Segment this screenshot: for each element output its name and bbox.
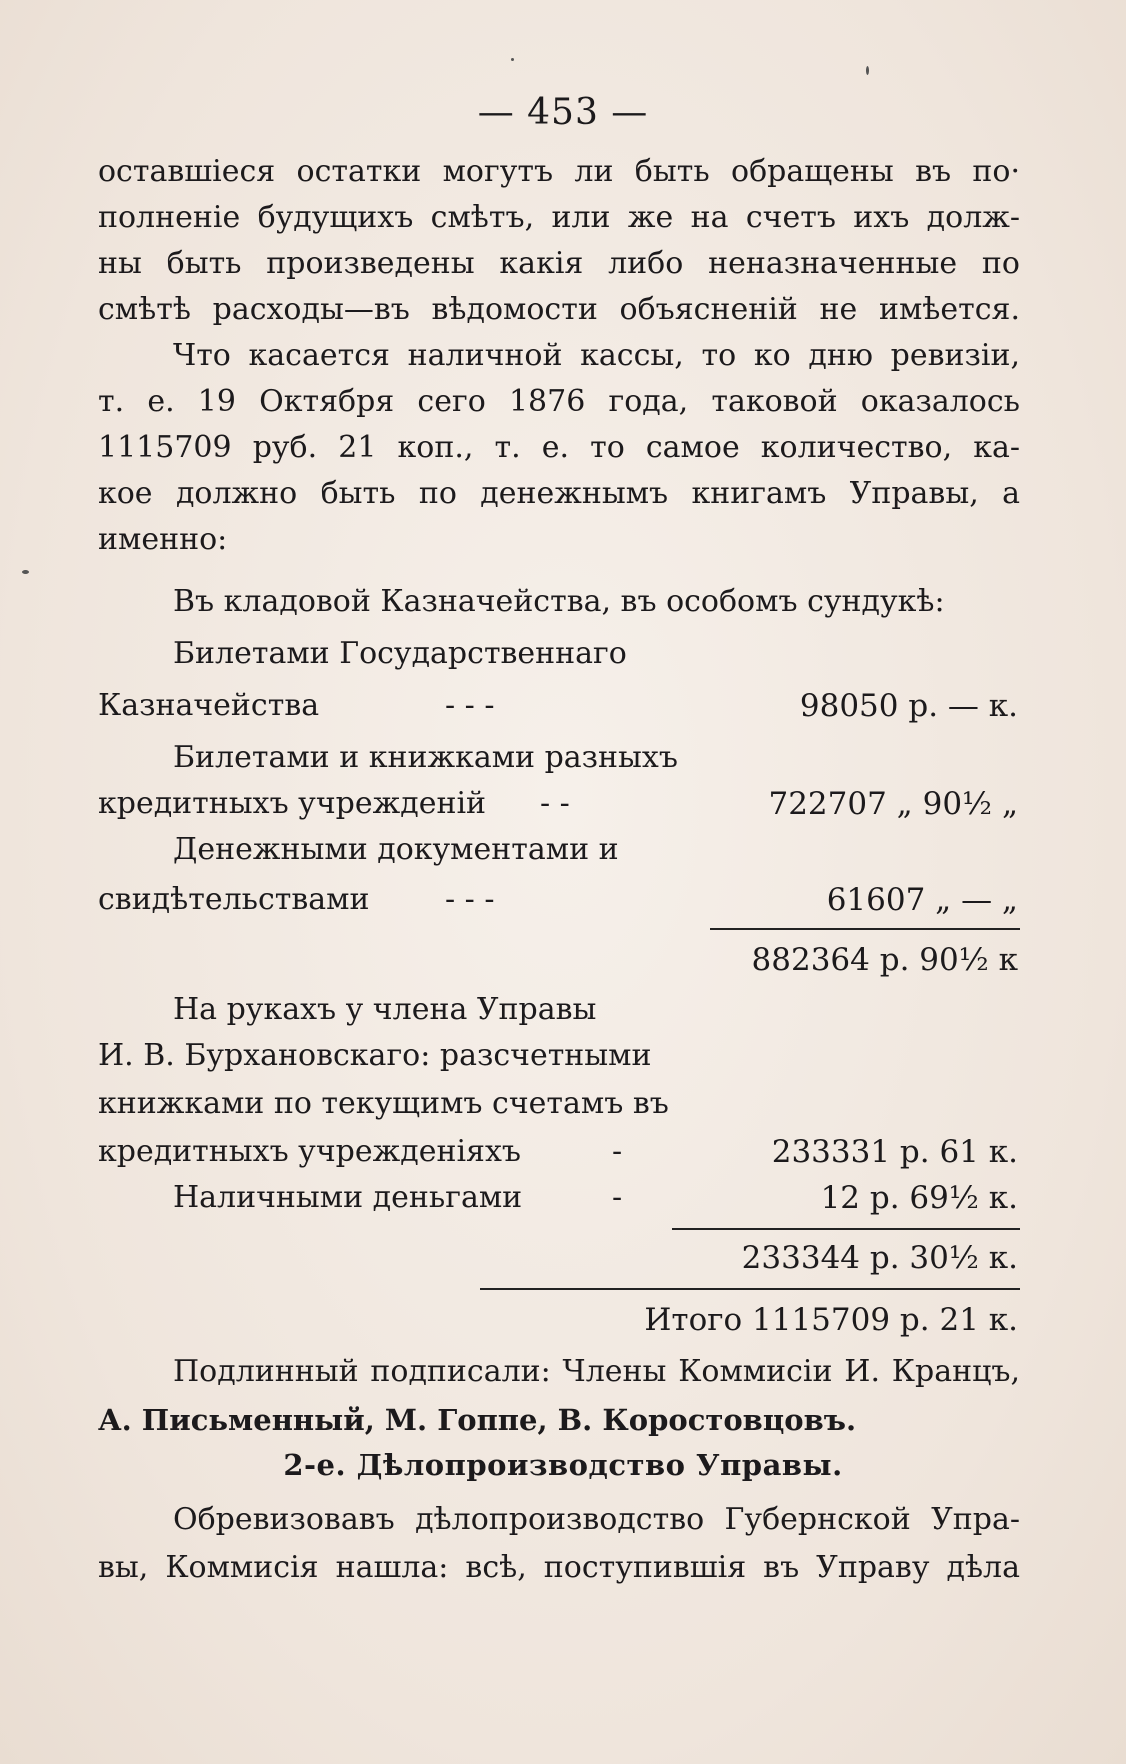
- text-line: Обревизовавъ дѣлопроизводство Губернской Упра-: [173, 1502, 1020, 1537]
- ledger-label: Наличными деньгами: [173, 1180, 523, 1215]
- ledger-label: свидѣтельствами: [98, 882, 370, 917]
- text-line: ны быть произведены какія либо неназначенные по: [98, 246, 1020, 281]
- grand-total: Итого 1115709 р. 21 к.: [644, 1302, 1018, 1338]
- treasury-heading: Въ кладовой Казначейства, въ особомъ сундукѣ:: [173, 584, 945, 619]
- ledger-label: Билетами Государственнаго: [173, 636, 627, 671]
- ledger-amount: 233331 р. 61 к.: [771, 1134, 1018, 1170]
- text-line: кое должно быть по денежнымъ книгамъ Управы, а: [98, 476, 1020, 511]
- ledger-label: Казначейства: [98, 688, 320, 723]
- ledger-label: Денежными документами и: [173, 832, 619, 867]
- signatories-line: А. Письменный, М. Гоппе, В. Коростовцовъ.: [98, 1403, 857, 1437]
- ledger-amount: 61607 „ — „: [826, 882, 1018, 918]
- member-subtotal: 233344 р. 30½ к.: [741, 1240, 1018, 1276]
- text-line: оставшіеся остатки могутъ ли быть обращены въ по·: [98, 154, 1020, 189]
- text-line: смѣтѣ расходы—въ вѣдомости объясненій не имѣется.: [98, 292, 1020, 327]
- text-line: Что касается наличной кассы, то ко дню ревизіи,: [173, 338, 1020, 373]
- text-line: Подлинный подписали: Члены Коммисіи И. Кранцъ,: [173, 1354, 1020, 1389]
- ink-speck: [866, 66, 869, 75]
- leader-dashes: -: [612, 1134, 623, 1169]
- ledger-amount: 722707 „ 90½ „: [768, 786, 1018, 822]
- ledger-label: На рукахъ у члена Управы: [173, 992, 597, 1027]
- leader-dashes: - - -: [445, 882, 495, 917]
- ledger-label: кредитныхъ учрежденіяхъ: [98, 1134, 521, 1169]
- text-line: 1115709 руб. 21 коп., т. е. то самое количество, ка-: [98, 430, 1020, 465]
- treasury-subtotal: 882364 р. 90½ к: [751, 942, 1018, 978]
- text-line: полненіе будущихъ смѣтъ, или же на счетъ ихъ долж-: [98, 200, 1020, 235]
- section-heading: 2-е. Дѣлопроизводство Управы.: [283, 1448, 843, 1482]
- total-rule: [480, 1288, 1020, 1290]
- ledger-label: И. В. Бурхановскаго: разсчетными: [98, 1038, 652, 1073]
- ink-speck: [511, 58, 514, 61]
- ledger-amount: 12 р. 69½ к.: [820, 1180, 1018, 1216]
- ledger-label: Билетами и книжками разныхъ: [173, 740, 678, 775]
- sum-rule: [672, 1228, 1020, 1230]
- leader-dashes: - -: [540, 786, 570, 821]
- sum-rule: [710, 928, 1020, 930]
- ledger-amount: 98050 р. — к.: [799, 688, 1018, 724]
- leader-dashes: - - -: [445, 688, 495, 723]
- page-number: — 453 —: [477, 92, 649, 133]
- ledger-label: книжками по текущимъ счетамъ въ: [98, 1086, 669, 1121]
- text-line: т. е. 19 Октября сего 1876 года, таковой оказалось: [98, 384, 1020, 419]
- leader-dashes: -: [612, 1180, 623, 1215]
- text-line: вы, Коммисія нашла: всѣ, поступившія въ Управу дѣла: [98, 1550, 1020, 1585]
- ink-speck: [22, 570, 29, 574]
- ledger-label: кредитныхъ учрежденій: [98, 786, 487, 821]
- text-line: именно:: [98, 522, 228, 557]
